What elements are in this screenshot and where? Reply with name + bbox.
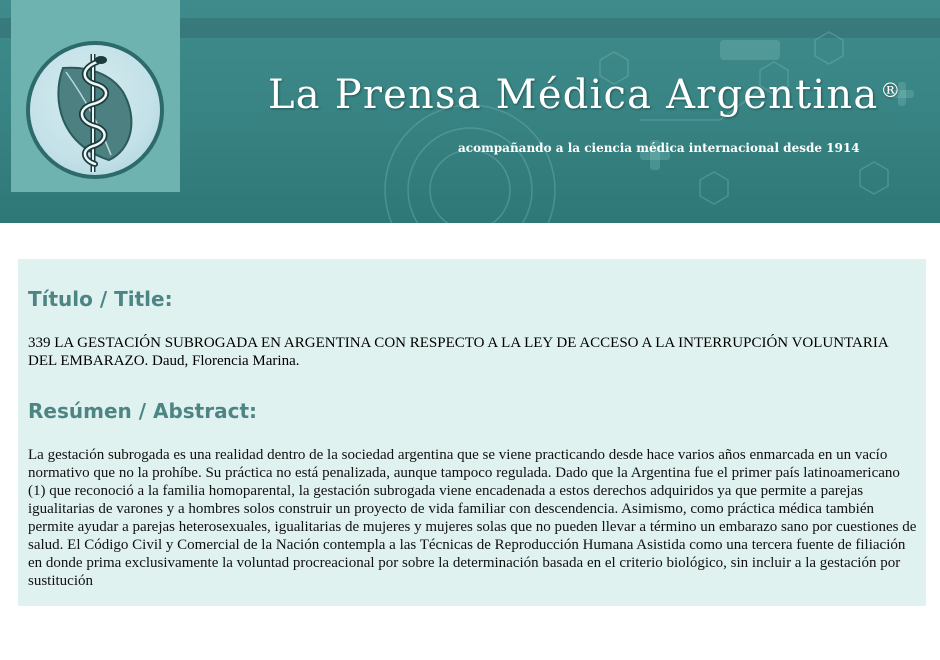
title-heading: Título / Title:: [28, 287, 173, 311]
article-panel: [18, 259, 926, 606]
article-abstract: La gestación subrogada es una realidad dentro de la sociedad argentina que se viene practicando desde hace varios años enmarcada en un vacío normativo que no la prohíbe. Su práctica no está penalizada, aunque tampoco regulada. Dado que la Argentina fue el primer país latinoamericano (1) que reconoció a la familia homoparental, la gestación subrogada viene encadenada a estos derechos adquiridos ya que permite a parejas igualitarias de varones y a hombres solos construir un proyecto de vida familiar con descendencia. Asimismo, como práctica médica también permite ayudar a parejas heterosexuales, igualitarias de mujeres y mujeres solas que no pueden llevar a término un embarazo sano por cuestiones de salud. El Código Civil y Comercial de la Nación contempla a las Técnicas de Reproducción Humana Asistida como una tercera fuente de filiación en donde prima exclusivamente la voluntad procreacional por sobre la determinación basada en el criterio biológico, sin incluir a la gestación por sustitución: [28, 447, 917, 589]
staff-of-asclepius-icon: [11, 0, 180, 192]
site-tagline: acompañando a la ciencia médica internacional desde 1914: [458, 141, 860, 155]
registered-mark: ®: [880, 78, 902, 102]
site-title-text: La Prensa Médica Argentina: [268, 72, 879, 118]
logo-box: [11, 0, 180, 192]
site-header: [0, 0, 940, 223]
site-title[interactable]: [268, 72, 902, 118]
abstract-heading: Resúmen / Abstract:: [28, 399, 258, 423]
article-title: 339 LA GESTACIÓN SUBROGADA EN ARGENTINA CON RESPECTO A LA LEY DE ACCESO A LA INTERRUPCIÓN VOLUNTARIA DEL EMBARAZO. Daud, Florencia Marina.: [28, 335, 888, 369]
